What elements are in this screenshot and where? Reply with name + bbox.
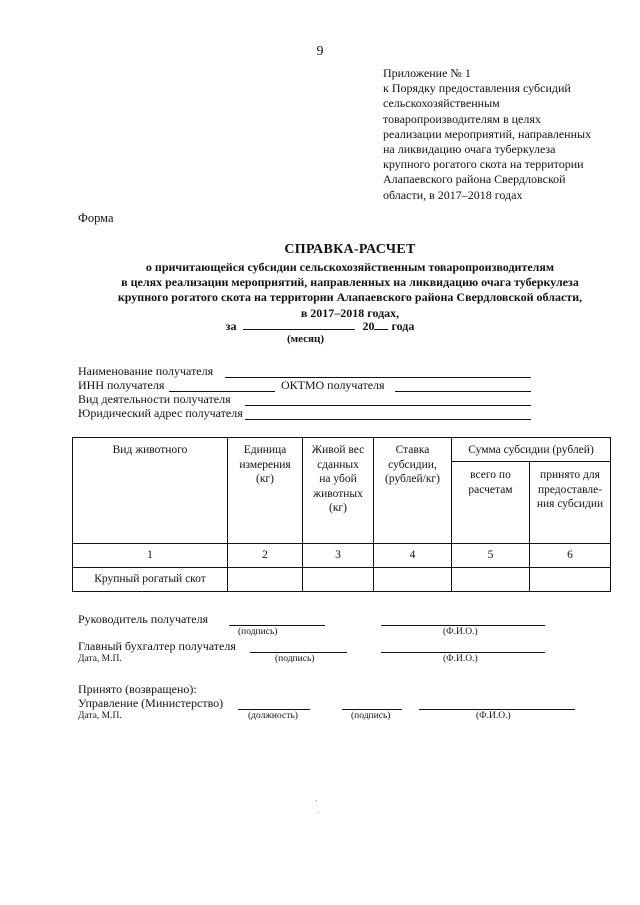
period-suffix: года — [391, 319, 415, 333]
header-weight-line: на убой — [319, 473, 357, 485]
page-number: 9 — [316, 44, 324, 59]
accountant-signature-caption: (подпись) — [275, 654, 315, 664]
year-prefix: 20 — [362, 319, 375, 333]
column-number: 3 — [303, 544, 374, 568]
header-accepted-line: принято для — [540, 469, 600, 481]
management-signature-caption: (подпись) — [351, 711, 391, 721]
month-caption: (месяц) — [287, 333, 325, 345]
appendix-line: реализации мероприятий, направленных — [383, 126, 592, 141]
appendix-line: области, в 2017–2018 годах — [383, 187, 523, 202]
header-weight-line: животных — [313, 487, 363, 500]
head-label: Руководитель получателя — [78, 612, 209, 626]
management-date-mp: Дата, М.П. — [78, 711, 122, 721]
header-accepted — [530, 462, 611, 544]
scan-speck — [318, 812, 319, 813]
document-title: СПРАВКА-РАСЧЕТ — [284, 242, 416, 257]
cell-accepted[interactable] — [530, 568, 611, 592]
subtitle-line: о причитающейся субсидии сельскохозяйственным товаропроизводителям — [145, 260, 555, 274]
accountant-signature-blank[interactable] — [250, 652, 347, 653]
column-number: 2 — [228, 544, 303, 568]
appendix-line: крупного рогатого скота на территории — [383, 157, 584, 172]
header-unit-line: измерения — [239, 458, 291, 471]
address-label: Юридический адрес получателя — [78, 406, 243, 420]
header-unit — [228, 438, 303, 544]
management-position-caption: (должность) — [248, 711, 298, 721]
appendix-line: товаропроизводителям в целях — [383, 111, 541, 126]
cell-unit[interactable] — [228, 568, 303, 592]
header-unit-line: (кг) — [256, 473, 274, 485]
address-blank[interactable] — [245, 419, 531, 420]
management-position-blank[interactable] — [238, 709, 310, 710]
column-number: 4 — [374, 544, 452, 568]
header-unit-line: Единица — [243, 444, 287, 456]
appendix-line: на ликвидацию очага туберкулеза — [383, 142, 556, 157]
activity-blank[interactable] — [245, 405, 531, 406]
document-subtitle — [40, 260, 640, 321]
accepted-label: Принято (возвращено): — [78, 682, 197, 696]
accountant-label: Главный бухгалтер получателя — [78, 639, 236, 653]
head-signature-blank[interactable] — [229, 625, 325, 626]
cell-animal: Крупный рогатый скот — [73, 568, 228, 592]
management-signature-blank[interactable] — [342, 709, 402, 710]
table-row — [73, 568, 611, 592]
management-label: Управление (Министерство) — [78, 696, 224, 710]
appendix-line: сельскохозяйственным — [383, 96, 500, 111]
subtitle-line: в 2017–2018 годах, — [300, 305, 400, 320]
header-weight-line: (кг) — [329, 502, 347, 514]
header-accepted-line: предоставле- — [537, 483, 603, 496]
year-blank[interactable] — [374, 318, 388, 330]
appendix-title: Приложение № 1 — [383, 66, 471, 80]
oktmo-blank[interactable] — [395, 391, 531, 392]
accountant-fio-caption: (Ф.И.О.) — [443, 654, 478, 664]
inn-label: ИНН получателя — [78, 378, 165, 392]
head-signature-caption: (подпись) — [238, 627, 278, 637]
header-rate-line: (рублей/кг) — [385, 473, 440, 485]
accountant-fio-blank[interactable] — [381, 652, 545, 653]
header-total-line: расчетам — [468, 483, 513, 496]
column-number: 1 — [73, 544, 228, 568]
appendix-note — [383, 66, 623, 203]
scan-speck — [316, 800, 317, 801]
period-row — [0, 318, 640, 334]
header-weight-line: Живой вес — [311, 444, 365, 456]
subsidy-table — [72, 437, 611, 592]
header-animal-type: Вид животного — [73, 438, 228, 544]
head-fio-caption: (Ф.И.О.) — [443, 627, 478, 637]
header-rate-line: Ставка — [395, 444, 430, 456]
activity-label: Вид деятельности получателя — [78, 392, 231, 406]
header-accepted-line: ния субсидии — [536, 498, 604, 510]
column-number: 5 — [452, 544, 530, 568]
cell-rate[interactable] — [374, 568, 452, 592]
head-fio-blank[interactable] — [381, 625, 545, 626]
subtitle-line: крупного рогатого скота на территории Алапаевского района Свердловской области, — [117, 290, 583, 305]
subtitle-line: в целях реализации мероприятий, направленных на ликвидацию очага туберкулеза — [121, 275, 579, 290]
header-rate-line: субсидии, — [388, 458, 437, 471]
management-fio-blank[interactable] — [419, 709, 575, 710]
header-total-line: всего по — [470, 469, 511, 481]
management-fio-caption: (Ф.И.О.) — [476, 711, 511, 721]
cell-live-weight[interactable] — [303, 568, 374, 592]
cell-total[interactable] — [452, 568, 530, 592]
form-label: Форма — [78, 211, 114, 225]
header-total — [452, 462, 530, 544]
recipient-name-label: Наименование получателя — [78, 364, 214, 378]
appendix-line: Алапаевского района Свердловской — [383, 172, 566, 187]
header-subsidy-sum: Сумма субсидии (рублей) — [452, 438, 611, 462]
accountant-date-mp: Дата, М.П. — [78, 654, 122, 664]
period-prefix: за — [225, 319, 237, 333]
oktmo-label: ОКТМО получателя — [281, 378, 385, 392]
appendix-line: к Порядку предоставления субсидий — [383, 81, 571, 96]
month-blank[interactable] — [243, 318, 355, 330]
column-number: 6 — [530, 544, 611, 568]
header-live-weight — [303, 438, 374, 544]
header-rate — [374, 438, 452, 544]
header-weight-line: сданных — [317, 458, 359, 471]
